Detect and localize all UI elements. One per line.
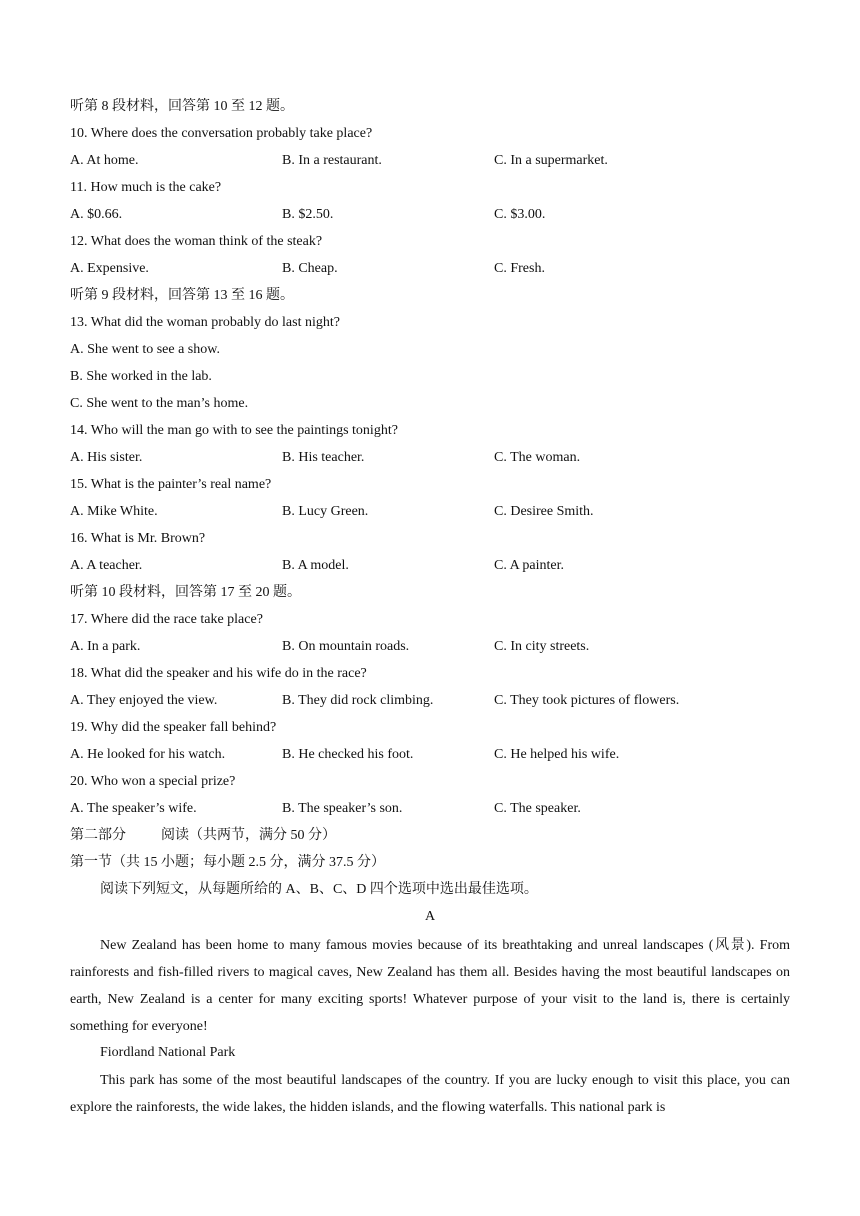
- option-b: B. The speaker’s son.: [282, 801, 403, 816]
- option-b: B. A model.: [282, 558, 349, 573]
- part-two-heading: [70, 826, 790, 846]
- question-13-option-c: C. She went to the man’s home.: [70, 396, 249, 411]
- section-one-heading: 第一节（共 15 小题；每小题 2.5 分，满分 37.5 分）: [70, 855, 385, 870]
- option-a: A. He looked for his watch.: [70, 747, 226, 762]
- part-title: 阅读（共两节，满分 50 分）: [161, 828, 336, 843]
- question-14-stem: 14. Who will the man go with to see the paintings tonight?: [70, 423, 398, 438]
- part-label: 第二部分: [70, 828, 126, 843]
- question-10-stem: 10. Where does the conversation probably take place?: [70, 126, 373, 141]
- option-b: B. In a restaurant.: [282, 153, 382, 168]
- question-13-option-b: B. She worked in the lab.: [70, 369, 212, 384]
- question-20-stem: 20. Who won a special prize?: [70, 774, 236, 789]
- option-c: C. In city streets.: [494, 639, 590, 654]
- option-a: A. They enjoyed the view.: [70, 693, 218, 708]
- question-12-stem: 12. What does the woman think of the steak?: [70, 234, 323, 249]
- option-c: C. Fresh.: [494, 261, 545, 276]
- option-c: C. A painter.: [494, 558, 564, 573]
- passage-paragraph-1: New Zealand has been home to many famous movies because of its breathtaking and unreal landscapes (风景). From rainforests and fish-filled rivers to magical caves, New Zealand has them all. Besides having the most beautiful landscapes on earth, New Zealand is a center for many exciting sports! Whatever purpose of your visit to the land is, there is certainly something for everyone!: [70, 938, 790, 1034]
- option-a: A. A teacher.: [70, 558, 143, 573]
- passage-subheading: Fiordland National Park: [100, 1045, 236, 1060]
- passage-paragraph-2: This park has some of the most beautiful landscapes of the country. If you are lucky enough to visit this place, you can explore the rainforests, the wide lakes, the hidden islands, and the flowing waterfalls. This national park is: [70, 1073, 790, 1115]
- option-a: A. At home.: [70, 153, 139, 168]
- section-8-header: 听第 8 段材料，回答第 10 至 12 题。: [70, 99, 294, 114]
- section-10-header: 听第 10 段材料，回答第 17 至 20 题。: [70, 585, 301, 600]
- option-b: B. His teacher.: [282, 450, 365, 465]
- option-b: B. Lucy Green.: [282, 504, 369, 519]
- option-c: C. The woman.: [494, 450, 581, 465]
- option-b: B. Cheap.: [282, 261, 338, 276]
- option-b: B. $2.50.: [282, 207, 334, 222]
- question-17-stem: 17. Where did the race take place?: [70, 612, 263, 627]
- reading-instructions: 阅读下列短文，从每题所给的 A、B、C、D 四个选项中选出最佳选项。: [100, 882, 538, 897]
- question-18-stem: 18. What did the speaker and his wife do in the race?: [70, 666, 367, 681]
- option-b: B. He checked his foot.: [282, 747, 414, 762]
- option-a: A. $0.66.: [70, 207, 123, 222]
- option-c: C. The speaker.: [494, 801, 581, 816]
- option-c: C. They took pictures of flowers.: [494, 693, 680, 708]
- section-9-header: 听第 9 段材料，回答第 13 至 16 题。: [70, 288, 294, 303]
- question-16-stem: 16. What is Mr. Brown?: [70, 531, 206, 546]
- question-19-stem: 19. Why did the speaker fall behind?: [70, 720, 277, 735]
- option-a: A. Expensive.: [70, 261, 149, 276]
- option-a: A. His sister.: [70, 450, 143, 465]
- question-13-stem: 13. What did the woman probably do last night?: [70, 315, 340, 330]
- option-a: A. In a park.: [70, 639, 141, 654]
- question-11-stem: 11. How much is the cake?: [70, 180, 222, 195]
- option-c: C. $3.00.: [494, 207, 546, 222]
- option-c: C. He helped his wife.: [494, 747, 620, 762]
- question-15-stem: 15. What is the painter’s real name?: [70, 477, 272, 492]
- option-a: A. Mike White.: [70, 504, 158, 519]
- option-c: C. In a supermarket.: [494, 153, 608, 168]
- passage-letter: A: [424, 909, 436, 924]
- option-b: B. They did rock climbing.: [282, 693, 434, 708]
- question-13-option-a: A. She went to see a show.: [70, 342, 220, 357]
- option-a: A. The speaker’s wife.: [70, 801, 197, 816]
- option-c: C. Desiree Smith.: [494, 504, 594, 519]
- option-b: B. On mountain roads.: [282, 639, 410, 654]
